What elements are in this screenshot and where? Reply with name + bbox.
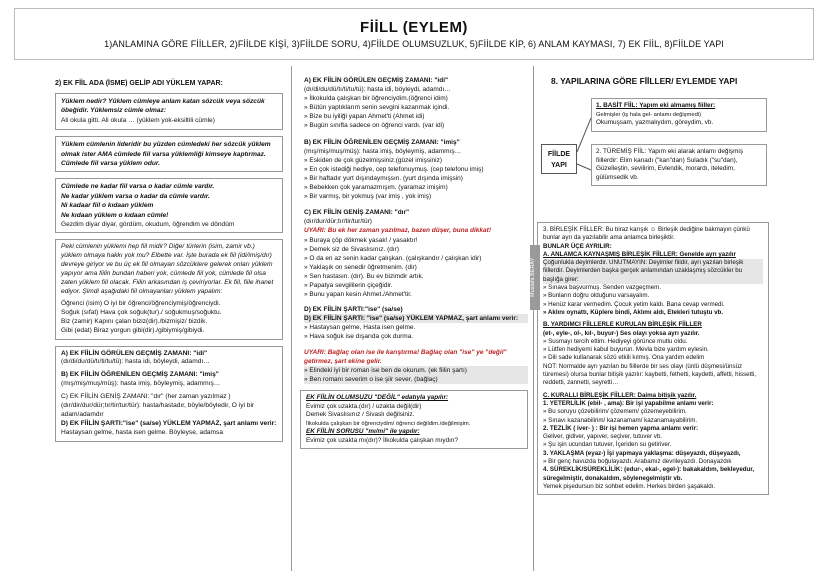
example-line: Yemek pişedursun biz sohbet edelim. Herkes birden şaşakaldı. [543, 482, 716, 490]
rule-line: Ni kadaar fiil o kıdaan yüklem [61, 202, 154, 210]
example-line: » Bunların doğru olduğunu varsayalım. [543, 292, 650, 300]
example-line: » Demek siz de Sivaslısınız. (dır) [304, 245, 399, 253]
example-line: » Henüz karar vermedim. Çocuk yetim kaldı. Bana cevap vermedi. [543, 300, 725, 308]
rule-heading: 1. YETERLİLİK (ebil- , ama): Bir işi yapabilme anlamı verir: [543, 399, 714, 407]
warning-text: UYARI: Bu ek her zaman yazılmaz, bazen düşer, buna dikkat! [304, 227, 491, 235]
example-text: Ali okula gitti. Ali okula … (yüklem yok-eksiltili cümle) [61, 116, 215, 124]
rule-line: Cümlede ne kadar fiil varsa o kadar cümle vardır. [61, 183, 215, 191]
compound-verbs-box [537, 222, 769, 495]
section-heading: 8. YAPILARINA GÖRE FİİLLER/ EYLEMDE YAPI [551, 76, 738, 86]
warning-text: UYARI: Bağlaç olan ise ile karıştırma! Bağlaç olan "ise" ye "değil" getirmez, şart ekine gelir. [304, 348, 507, 365]
rule-heading: A) EK FİİLİN GÖRÜLEN GEÇMİŞ ZAMANI: "idi" [61, 349, 208, 357]
column-divider [533, 66, 534, 571]
example-line: Demek Sivaslısınız / Sivaslı değilsiniz. [306, 411, 415, 419]
example-line: (dı/di/du/dü/tı/ti/tu/tü): hasta idi, böyleydi, adamdı… [61, 358, 210, 366]
explanation-text: Peki cümlenin yüklemi hep fiil midir? Diğer türlerin (isim, zamir vb.) yüklem olmaya hakkı yok mu? Elbette var. İşte burada ek fiil (idi/imiş/dır) devreye giriyor ve bu üç ek fiil olmayan sözcüklere gelerek onları yüklem yapıyor ama fiilin bundan haberi yok, cümlede fiil yok, cümlede fiil olsa zaten yüklem fiil olacak. Fiilin arkasından iş çeviriyorlar. Ek fiil, fiile ihanet ediyor. Şimdi aşağıdaki fiil olmayanları yüklem yapalım: [61, 243, 274, 295]
note-box [55, 136, 283, 172]
section-heading: 2) EK FİİL ADA (İSME) GELİP ADI YÜKLEM YAPAR: [55, 80, 223, 87]
column-left [55, 66, 283, 578]
rule-line: Ne kadar yüklem varsa o kadar da cümle vardır. [61, 192, 210, 200]
example-line: » Buraya çöp dökmek yasak! / yasaktır! [304, 236, 418, 244]
example-line: İlkokulda çalışkan bir öğrenciydim/ öğrenci değildim./değilmişim. [306, 420, 471, 427]
author-tag: Mustafa BERAY [530, 245, 540, 310]
rule-heading: 3. YAKLAŞMA (eyaz-) İşi yapmaya yaklaşma: düşeyazdı, düşeyazdı, [543, 449, 741, 457]
example-line: Hastaysan gelme, hasta isen gelme. Böyleyse, adamsa [61, 428, 223, 436]
example-line: » Bütün yaptıklarım senin sevgini kazanmak içindi. [304, 104, 450, 112]
rule-line: Ne kıdaan yüklem o kıdaan cümle! [61, 211, 169, 219]
rule-text: 3. BİRLEŞİK FİİLLER: Bu biraz karışık ☺ Birleşik dediğine bakmayın çünkü bunlar ayrı da yazılabilir ama anlamca birleşiktir. [543, 226, 750, 242]
example-line: Evimiz çok uzakta.(dır) / uzakta değil(dir) [306, 402, 422, 410]
note-box [300, 390, 528, 450]
topic-list: 1)ANLAMINA GÖRE FİİLLER, 2)FİİLDE KİŞİ, 3)FİİLDE SORU, 4)FİİLDE OLUMSUZLUK, 5)FİİLDE KİP, 6) ANLAM KAYMASI, 7) EK FİİL, 8)FİİLDE YAPI [104, 39, 724, 49]
rule-text: 2. TÜREMİŞ FİİL: Yapım eki alarak anlamı değişmiş fiillerdir: Elim kanadı ("kan"dan) Suladık ("su"dan), Güzelleştin, sevilirim, Evlendik, morardı, iteledim, gülümsedik vb. [596, 148, 744, 181]
example-line: » O da en az senin kadar çalışkan. (çalışkandır / çalışkan idir) [304, 254, 482, 262]
column-middle [300, 66, 532, 578]
page-title: FİİLL (EYLEM) [360, 19, 468, 36]
section-past [300, 66, 532, 384]
rule-heading: B. YARDIMCI FİİLLERLE KURULAN BİRLEŞİK FİİLLER [543, 321, 702, 329]
example-line: » En çok istediği hediye, cep telefonuymuş. (cep telefonu imiş) [304, 165, 484, 173]
rule-heading: B) EK FİİLİN ÖĞRENİLEN GEÇMİŞ ZAMANI: "imiş" [61, 371, 219, 379]
rule-heading: D) EK FİİLİN ŞARTI:"ise" (sa/se) [304, 306, 403, 314]
rule-heading: A) EK FİİLİN GÖRÜLEN GEÇMİŞ ZAMANI: "idi" [304, 77, 449, 84]
example-line: » Bir genç havuzda boğulayazdı. Arabamız devrileyazdı. Donayazdık [543, 458, 732, 466]
example-line: » Susmayı tercih ettim. Hediyeyi görünce mutlu oldu. [543, 337, 688, 345]
fiilde-yapi-node: FİİLDE YAPI [541, 144, 577, 174]
rule-heading: 2. TEZLİK ( iver- ) : Bir işi hemen yapma anlamı verir: [543, 424, 699, 432]
example-line: Geliver, gidiver, yapıver, seçiver, tutuver vb. [543, 433, 662, 441]
rule-heading: EK FİİLİN OLUMSUZU "DEĞİL" edatıyla yapılır: [306, 393, 449, 401]
example-line: » Bir varmış, bir yokmuş (var imiş , yok imiş) [304, 193, 432, 201]
example-line: » Sınava başvurmuş. Senden vazgeçmem. [543, 284, 661, 292]
example-line: » Bir haftadır yurt dışındaymışsın. (yurt dışında imişsin) [304, 174, 463, 182]
simple-verb-box [591, 98, 767, 132]
rule-heading: C. KURALLI BİRLEŞİK FİİLLER: Daima bitişik yazılır. [543, 391, 697, 399]
example-line: » Dili sade kullanarak sözü etkili kılmış. Ona yardım edelim [543, 354, 705, 362]
example-line: (mış/miş/muş/müş): hasta imiş, böyleymiş, adammış… [304, 147, 462, 155]
example-line: (dır/dur/dür;tır/tir/tur/tür) [304, 218, 372, 226]
note-box [55, 239, 283, 339]
example-line: » İlkokulda çalışkan bir öğrenciydim.(öğrenci idim) [304, 95, 448, 103]
title-banner [14, 8, 814, 60]
example-line: » Lütfen hediyemi kabul buyurun. Mevla bize yardım eylesin. [543, 346, 709, 354]
example-line: » Elindeki iyi bir roman ise ben de okurum. (ek fiilin şartı) [304, 366, 528, 375]
rule-heading: B) EK FİİLİN ÖĞRENİLEN GEÇMİŞ ZAMANI: "imiş" [304, 138, 460, 146]
example-line: » Bunu yapan kesin Ahmet./Ahmet'tir. [304, 291, 412, 299]
structure-diagram [537, 92, 769, 194]
example-line: » Bugün sınıfta sadece on öğrenci vardı. (var idi) [304, 122, 445, 130]
note-box [55, 178, 283, 233]
rule-heading: EK FİİLİN SORUSU "mı/mi" ile yapılır: [306, 428, 420, 436]
example-line: Okumuşsam, yazmalıydım, göreydim, vb. [596, 119, 714, 126]
rule-heading: D) EK FİİLİN ŞARTI:"ise" (sa/se) YÜKLEM YAPMAZ, şart anlamı verir: [61, 419, 277, 427]
example-line: Gibi (edat) Biraz yorgun gibi(dir)./gibiymiş/gibiydi. [61, 326, 205, 334]
column-right [537, 66, 769, 578]
note-box [55, 93, 283, 130]
example-text: Gezdim diyar diyar, gördüm, okudum, öğrendim ve döndüm [61, 221, 235, 229]
example-line: Biz (zamir) Kapını çalan biziz(dir)./bizmişiz/ bizdik. [61, 317, 208, 325]
example-line: » Ben romanı severim o ise şiir sever. (bağlaç) [304, 375, 528, 384]
diagram-connectors [537, 92, 597, 194]
example-line: » Sınavı kazanabilirim/ kazanamam/ kazanamayabilirim. [543, 416, 698, 424]
example-line: » Yaklaşık on senedir öğretmenim. (dir) [304, 263, 417, 271]
rule-heading: D) EK FİİLİN ŞARTI: "ise" (sa/se) YÜKLEM YAPMAZ, şart anlamı verir: [304, 314, 528, 323]
example-line: » Aklını oynattı, Küplere bindi, Aklımı aldı, Etekleri tutuştu vb. [543, 308, 724, 316]
example-line: » Hastaysan gelme, Hasta isen gelme. [304, 324, 416, 332]
example-line: Öğrenci (isim) O iyi bir öğrenci/öğrenciymiş/öğrenciydi. [61, 299, 221, 307]
rule-heading: BUNLAR ÜÇE AYRILIR: [543, 242, 612, 250]
rule-heading: A. ANLAMCA KAYNAŞMIŞ BİRLEŞİK FİİLLER: Genelde ayrı yazılır [543, 250, 736, 258]
example-line: Gelmişler (iş hala gel- anlamı değişmedi) [596, 111, 702, 118]
rule-heading: C) EK FİİLİN GENİŞ ZAMANI: "dır" [304, 209, 410, 217]
rule-text: (et-, eyle-, ol-, kıl-, buyur-) Ses olayı yoksa ayrı yazılır. [543, 329, 700, 337]
example-line: » Bebekken çok yaramazmışım. (yaramaz imişim) [304, 184, 448, 192]
example-line: » Papatya sevgililerin çiçeğidir. [304, 281, 393, 289]
rule-heading: 1. BASİT FİİL: Yapım eki almamış fiiller: [596, 102, 716, 109]
example-line: » Bu soruyu çözebilirim/ çözemem/ çözemeyebilirim. [543, 408, 687, 416]
example-line: Evimiz çok uzakta mı(dır)? İlkokulda çalışkan mıydın? [306, 436, 459, 444]
definition-text: Yüklem nedir? Yüklem cümleye anlam katan sözcük veya sözcük öbeğidir. Yüklemsiz cümle olmaz: [61, 98, 265, 115]
example-line: C) EK FİİLİN GENİŞ ZAMANI: "dır" (her zaman yazılmaz ) (dır/dir/dur/dür;tır/tir/tur/tür): hasta/hastadır, böyle/böyledir, O iyi bir adam/adamdır [61, 393, 255, 418]
rule-heading: 4. SÜREKLİK/SÜREKLİLİK: (edur-, ekal-, egel-): bakakaldım, bekleyedur, süregelmiştir, donakaldım, söylenegelmiştir vb. [543, 466, 755, 482]
rule-text: Yüklem cümlenin lideridir bu yüzden cümledeki her sözcük yüklem olmak ister AMA cümlede fiil varsa yüklemliği kimseye kaptırmaz. Cümlede fiil varsa yüklem odur. [61, 141, 271, 168]
note-box [55, 346, 283, 442]
example-line: Soğuk (sıfat) Hava çok soğuk(tur)./ soğukmuş/soğuktu. [61, 308, 222, 316]
example-line: » Bize bu iyiliği yapan Ahmet'ti (Ahmet idi) [304, 113, 425, 121]
example-line: » Hava soğuk ise dışarıda çok durma. [304, 333, 414, 341]
example-line: » Şu işin ucundan tutuver, İçeriden su getiriver. [543, 441, 672, 449]
example-line: » Eskiden de çok güzelmişsiniz.(güzel imişsiniz) [304, 156, 442, 164]
derived-verb-box [591, 144, 767, 186]
column-divider [291, 66, 292, 571]
note-text: NOT: Normalde ayrı yazılan bu fiillerde bir ses olayı (ünlü düşmesi/ünsüz türemesi) olursa bunlar bitişik yazılır: kaybetti, fethetti, kaydetti, affetti, hissetti, reddetti, zannetti, seyretti… [543, 362, 757, 387]
example-line: (mış/miş/muş/müş): hasta imiş, böyleymiş, adammış… [61, 380, 221, 388]
example-line: » Sen hastasın. (dır). Bu ev bizimdir artık. [304, 272, 424, 280]
rule-text: Çoğunlukla deyimlerdir. UNUTMAYIN: Deyimler fiildir, ayrı yazılan birleşik fiillerdir. Deyimlerden başka gerçek anlamından uzaklaşmış sözcükler bu başlığa girer: [543, 259, 763, 284]
example-line: (dı/di/du/dü/tı/ti/tu/tü): hasta idi, böyleydi, adamdı… [304, 86, 451, 94]
